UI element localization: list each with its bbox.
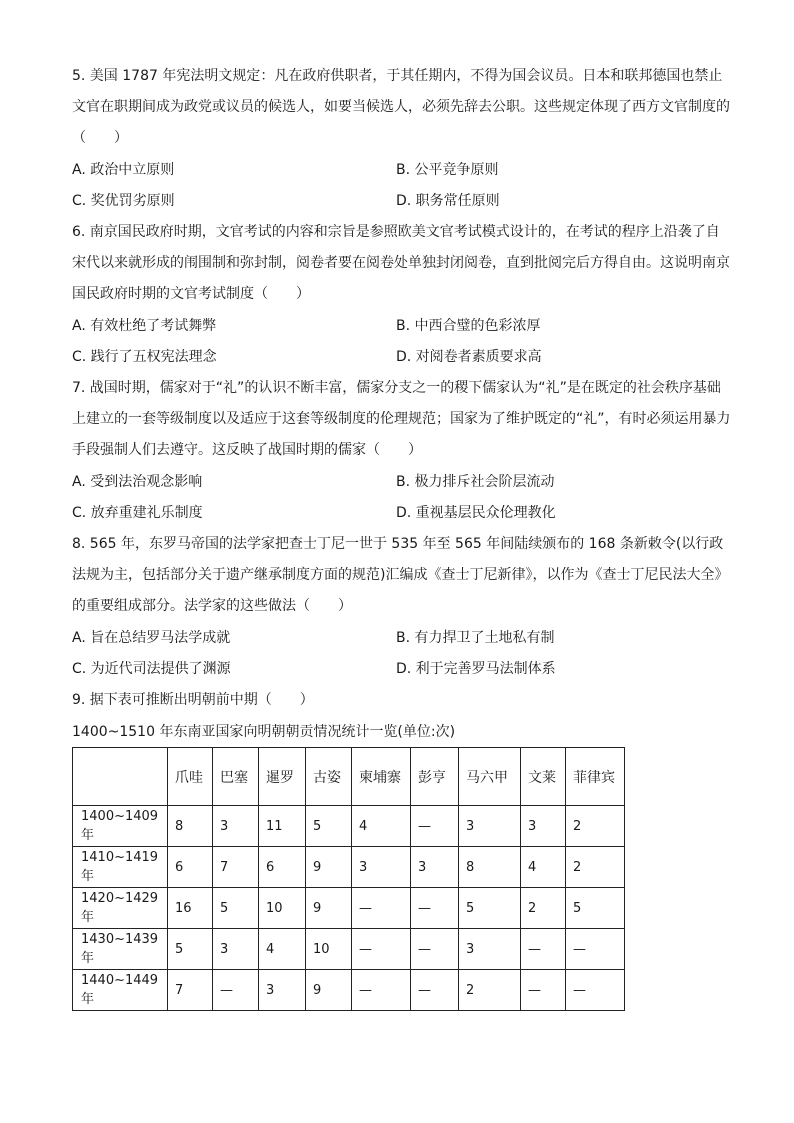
header-cell-zhuawa: 爪哇: [168, 748, 213, 806]
question-7: [72, 373, 732, 466]
tribute-table: [72, 747, 625, 1011]
question-7-stem: 7. 战国时期，儒家对于“礼”的认识不断丰富，儒家分支之一的稷下儒家认为“礼”是在既定的社会秩序基础上建立的一套等级制度以及适应于这套等级制度的伦理规范；国家为了维护既定的“礼”，有时必须运用暴力手段强制人们去遵守。这反映了战国时期的儒家（ ）: [72, 380, 731, 458]
table-cell: 5: [168, 929, 213, 970]
question-5-option-b[interactable]: B. 公平竞争原则: [396, 162, 499, 178]
table-cell: 5: [213, 888, 259, 929]
table-cell: —: [411, 888, 459, 929]
table-row-label: 1430~1439 年: [73, 929, 168, 970]
table-row-label: 1400~1409 年: [73, 806, 168, 847]
table-row: [73, 806, 625, 847]
header-cell-pengheng: 彭亨: [411, 748, 459, 806]
table-cell: 8: [168, 806, 213, 847]
question-9: [72, 685, 732, 716]
table-row-label: 1410~1419 年: [73, 847, 168, 888]
question-8-option-b[interactable]: B. 有力捍卫了土地私有制: [396, 630, 555, 646]
table-cell: 3: [459, 929, 521, 970]
table-header-row: [73, 748, 625, 806]
table-cell: 11: [259, 806, 306, 847]
question-7-option-a[interactable]: A. 受到法治观念影响: [72, 474, 203, 490]
table-cell: —: [566, 929, 625, 970]
question-6: [72, 217, 732, 310]
table-row-label: 1420~1429 年: [73, 888, 168, 929]
question-9-stem: 9. 据下表可推断出明朝前中期（ ）: [72, 692, 314, 708]
table-cell: 6: [259, 847, 306, 888]
header-cell-jianpuzhai: 柬埔寨: [352, 748, 411, 806]
table-cell: 4: [521, 847, 566, 888]
table-cell: —: [411, 806, 459, 847]
table-cell: 5: [459, 888, 521, 929]
table-cell: 8: [459, 847, 521, 888]
table-cell: —: [352, 929, 411, 970]
header-cell-basai: 巴塞: [213, 748, 259, 806]
table-cell: 3: [352, 847, 411, 888]
question-8-option-a[interactable]: A. 旨在总结罗马法学成就: [72, 630, 231, 646]
header-cell-xianluo: 暹罗: [259, 748, 306, 806]
question-5-option-c[interactable]: C. 奖优罚劣原则: [72, 193, 175, 209]
question-6-option-b[interactable]: B. 中西合璧的色彩浓厚: [396, 318, 541, 334]
table-row-label: 1440~1449 年: [73, 970, 168, 1011]
header-cell-wenlai: 文莱: [521, 748, 566, 806]
table-cell: 3: [259, 970, 306, 1011]
table-cell: 3: [411, 847, 459, 888]
table-row: [73, 888, 625, 929]
table-cell: 10: [259, 888, 306, 929]
table-cell: 7: [213, 847, 259, 888]
table-cell: 4: [259, 929, 306, 970]
table-cell: 3: [459, 806, 521, 847]
header-cell-guzi: 古姿: [306, 748, 352, 806]
table-cell: 4: [352, 806, 411, 847]
question-5-option-a[interactable]: A. 政治中立原则: [72, 162, 175, 178]
table-cell: —: [521, 929, 566, 970]
table-cell: 5: [306, 806, 352, 847]
table-cell: 2: [566, 806, 625, 847]
table-cell: 9: [306, 888, 352, 929]
question-7-option-c[interactable]: C. 放弃重建礼乐制度: [72, 505, 203, 521]
table-cell: 6: [168, 847, 213, 888]
table-row: [73, 929, 625, 970]
question-8-option-c[interactable]: C. 为近代司法提供了渊源: [72, 661, 231, 677]
table-cell: 3: [521, 806, 566, 847]
question-8: [72, 529, 732, 622]
table-cell: —: [411, 970, 459, 1011]
table-cell: —: [352, 888, 411, 929]
table-cell: —: [213, 970, 259, 1011]
header-cell-maliujia: 马六甲: [459, 748, 521, 806]
table-cell: 3: [213, 806, 259, 847]
table-caption: 1400~1510 年东南亚国家向明朝朝贡情况统计一览(单位:次): [72, 724, 456, 740]
table-cell: 9: [306, 847, 352, 888]
question-5-stem: 5. 美国 1787 年宪法明文规定：凡在政府供职者，于其任期内，不得为国会议员。日本和联邦德国也禁止文官在职期间成为政党或议员的候选人，如要当候选人，必须先辞去公职。这些规定体现了西方文官制度的（ ）: [72, 68, 730, 146]
question-8-option-d[interactable]: D. 利于完善罗马法制体系: [396, 661, 556, 677]
table-cell: 9: [306, 970, 352, 1011]
question-8-stem: 8. 565 年，东罗马帝国的法学家把查士丁尼一世于 535 年至 565 年间陆续颁布的 168 条新敕令(以行政法规为主，包括部分关于遗产继承制度方面的规范)汇编成《查士丁尼新律》，以作为《查士丁尼民法大全》的重要组成部分。法学家的这些做法（ ）: [72, 536, 729, 614]
question-7-option-b[interactable]: B. 极力排斥社会阶层流动: [396, 474, 555, 490]
question-8-options: [72, 623, 732, 685]
table-cell: 10: [306, 929, 352, 970]
question-5-option-d[interactable]: D. 职务常任原则: [396, 193, 500, 209]
question-6-option-d[interactable]: D. 对阅卷者素质要求高: [396, 349, 542, 365]
table-row: [73, 970, 625, 1011]
question-5-options: [72, 155, 732, 217]
header-cell-corner: [73, 748, 168, 806]
question-7-option-d[interactable]: D. 重视基层民众伦理教化: [396, 505, 556, 521]
question-6-stem: 6. 南京国民政府时期，文官考试的内容和宗旨是参照欧美文官考试模式设计的，在考试的程序上沿袭了自宋代以来就形成的闱围制和弥封制，阅卷者要在阅卷处单独封闭阅卷，直到批阅完后方得自由。这说明南京国民政府时期的文官考试制度（ ）: [72, 224, 730, 302]
header-cell-feilvbin: 菲律宾: [566, 748, 625, 806]
question-6-option-a[interactable]: A. 有效杜绝了考试舞弊: [72, 318, 217, 334]
table-cell: 2: [521, 888, 566, 929]
question-7-options: [72, 467, 732, 529]
table-cell: —: [352, 970, 411, 1011]
table-cell: —: [521, 970, 566, 1011]
table-cell: 2: [566, 847, 625, 888]
table-cell: —: [411, 929, 459, 970]
table-cell: 2: [459, 970, 521, 1011]
table-cell: —: [566, 970, 625, 1011]
question-5: [72, 61, 732, 154]
table-row: [73, 847, 625, 888]
question-6-option-c[interactable]: C. 践行了五权宪法理念: [72, 349, 217, 365]
question-6-options: [72, 311, 732, 373]
table-cell: 16: [168, 888, 213, 929]
table-cell: 3: [213, 929, 259, 970]
table-cell: 5: [566, 888, 625, 929]
table-cell: 7: [168, 970, 213, 1011]
